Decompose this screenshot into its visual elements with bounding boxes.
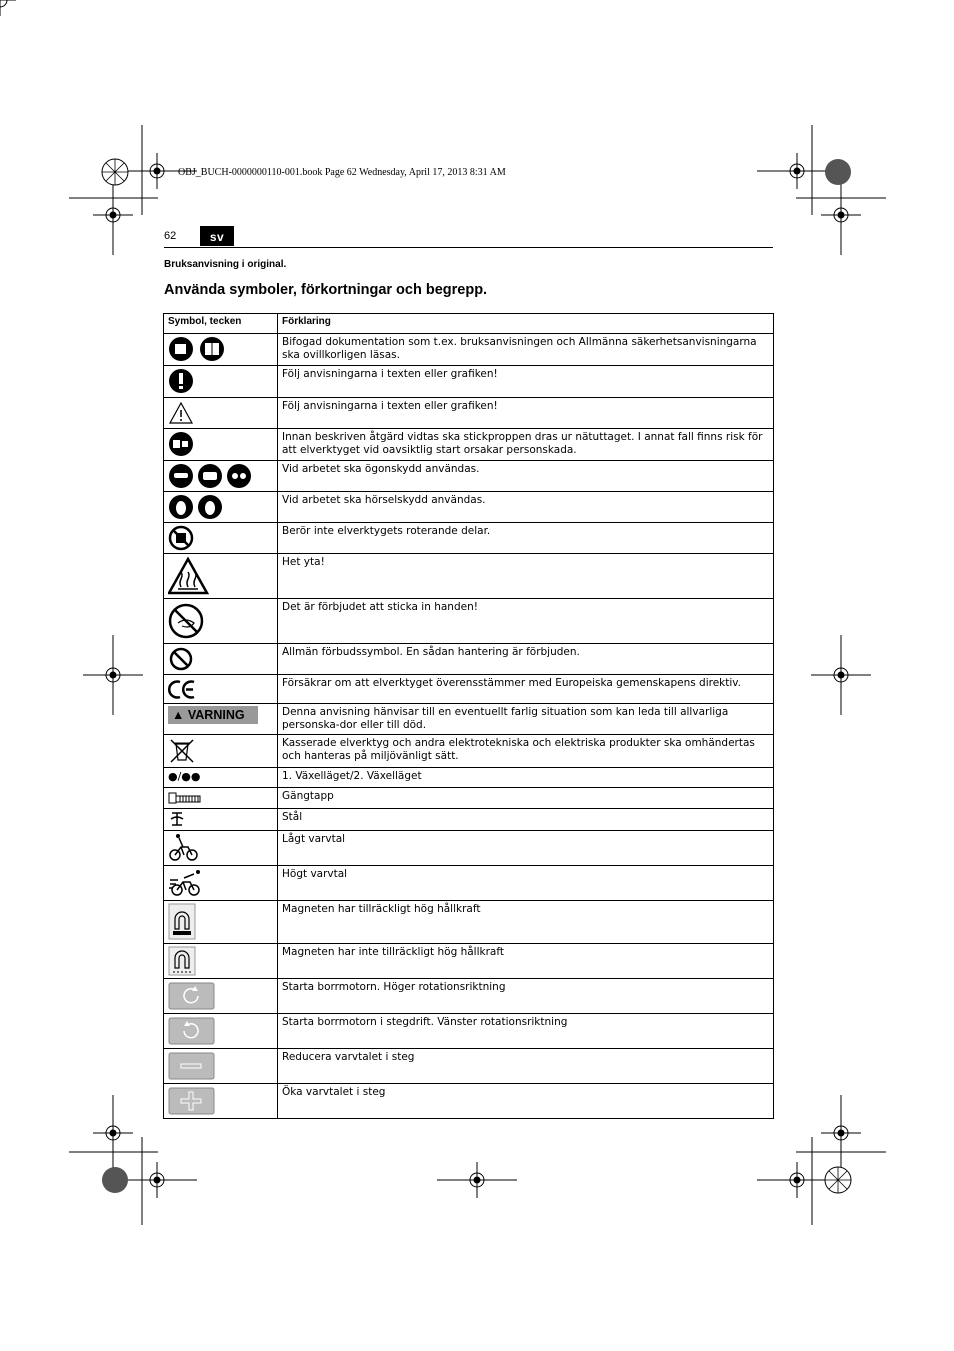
row-text: Magneten har tillräckligt hög hållkraft: [278, 901, 774, 944]
eye-protection-icon: [168, 463, 252, 489]
row-text: Högt varvtal: [278, 866, 774, 901]
file-info-line: OBJ_BUCH-0000000110-001.book Page 62 Wednesday, April 17, 2013 8:31 AM: [178, 167, 506, 178]
row-text: Gängtapp: [278, 788, 774, 809]
table-row: [164, 1049, 774, 1084]
table-row: [164, 1014, 774, 1049]
row-text: Följ anvisningarna i texten eller grafiken!: [278, 398, 774, 429]
unplug-icon: [168, 431, 196, 457]
magnet-sufficient-icon: [168, 903, 198, 941]
table-row: [164, 809, 774, 831]
table-row: [164, 523, 774, 554]
table-header-row: [164, 314, 774, 334]
table-row: [164, 979, 774, 1014]
low-speed-bicycle-icon: [168, 833, 200, 863]
subtitle: Bruksanvisning i original.: [164, 259, 287, 270]
row-text: Starta borrmotorn. Höger rotationsriktning: [278, 979, 774, 1014]
row-text: 1. Växelläget/2. Växelläget: [278, 768, 774, 788]
row-text: Denna anvisning hänvisar till en eventuellt farlig situation som kan leda till allvarliga personska-dor eller till död.: [278, 704, 774, 735]
row-text: Stål: [278, 809, 774, 831]
table-row: [164, 492, 774, 523]
row-text: Starta borrmotorn i stegdrift. Vänster rotationsriktning: [278, 1014, 774, 1049]
varning-label: VARNING: [187, 708, 245, 722]
table-row: [164, 554, 774, 599]
table-row: [164, 461, 774, 492]
header-rule: [164, 247, 773, 248]
read-manual-icon: [168, 336, 228, 362]
weee-bin-icon: [168, 737, 198, 765]
no-touch-rotating-icon: [168, 525, 196, 551]
table-row: [164, 334, 774, 366]
gear-dots-icon: ●/●●: [168, 770, 201, 783]
col-header-explanation: Förklaring: [278, 314, 774, 334]
high-speed-bicycle-icon: [168, 868, 204, 898]
table-row: [164, 735, 774, 768]
row-text: Magneten har inte tillräckligt hög hållkraft: [278, 944, 774, 979]
table-row: [164, 398, 774, 429]
row-text: Vid arbetet ska ögonskydd användas.: [278, 461, 774, 492]
row-text: Bifogad dokumentation som t.ex. bruksanvisningen och Allmänna säkerhetsanvisningarna ska ovillkorligen läsas.: [278, 334, 774, 366]
row-text: Öka varvtalet i steg: [278, 1084, 774, 1119]
steel-icon: [168, 811, 188, 827]
page-title: Använda symboler, förkortningar och begrepp.: [164, 282, 488, 298]
warning-triangle-icon: [168, 400, 196, 426]
rotate-right-button-icon: [168, 981, 216, 1011]
plus-button-icon: [168, 1086, 216, 1116]
row-text: Det är förbjudet att sticka in handen!: [278, 599, 774, 644]
row-text: Kasserade elverktyg och andra elektrotekniska och elektriska produkter ska omhändertas och hanteras på miljövänligt sätt.: [278, 735, 774, 768]
row-text: Försäkrar om att elverktyget överensstämmer med Europeiska gemenskapens direktiv.: [278, 675, 774, 704]
row-text: Het yta!: [278, 554, 774, 599]
table-row: [164, 831, 774, 866]
table-row: [164, 788, 774, 809]
language-tag: sv: [200, 226, 234, 246]
no-hand-insert-icon: [168, 601, 212, 641]
tap-icon: [168, 790, 202, 806]
table-row: [164, 599, 774, 644]
row-text: Reducera varvtalet i steg: [278, 1049, 774, 1084]
table-row: [164, 704, 774, 735]
page-number: 62: [164, 230, 177, 242]
row-text: Lågt varvtal: [278, 831, 774, 866]
col-header-symbol: Symbol, tecken: [164, 314, 278, 334]
table-row: [164, 768, 774, 788]
varning-badge: [168, 706, 258, 724]
magnet-insufficient-icon: [168, 946, 198, 976]
hot-surface-icon: [168, 556, 212, 596]
table-row: [164, 429, 774, 461]
row-text: Följ anvisningarna i texten eller grafiken!: [278, 366, 774, 398]
warning-icon: ▲: [172, 708, 185, 722]
prohibition-icon: [168, 646, 196, 672]
row-text: Vid arbetet ska hörselskydd användas.: [278, 492, 774, 523]
rotate-left-button-icon: [168, 1016, 216, 1046]
table-row: [164, 1084, 774, 1119]
minus-button-icon: [168, 1051, 216, 1081]
table-row: [164, 901, 774, 944]
row-text: Berör inte elverktygets roterande delar.: [278, 523, 774, 554]
table-row: [164, 366, 774, 398]
table-row: [164, 644, 774, 675]
symbols-table: [163, 313, 774, 1119]
ear-protection-icon: [168, 494, 228, 520]
mandatory-instruction-icon: [168, 368, 196, 394]
table-row: [164, 675, 774, 704]
table-row: [164, 944, 774, 979]
table-row: [164, 866, 774, 901]
row-text: Innan beskriven åtgärd vidtas ska stickproppen dras ur nätuttaget. I annat fall finns risk för att elverktyget vid oavsiktlig start orsakar personskada.: [278, 429, 774, 461]
row-text: Allmän förbudssymbol. En sådan hantering är förbjuden.: [278, 644, 774, 675]
ce-mark-icon: [168, 677, 198, 701]
